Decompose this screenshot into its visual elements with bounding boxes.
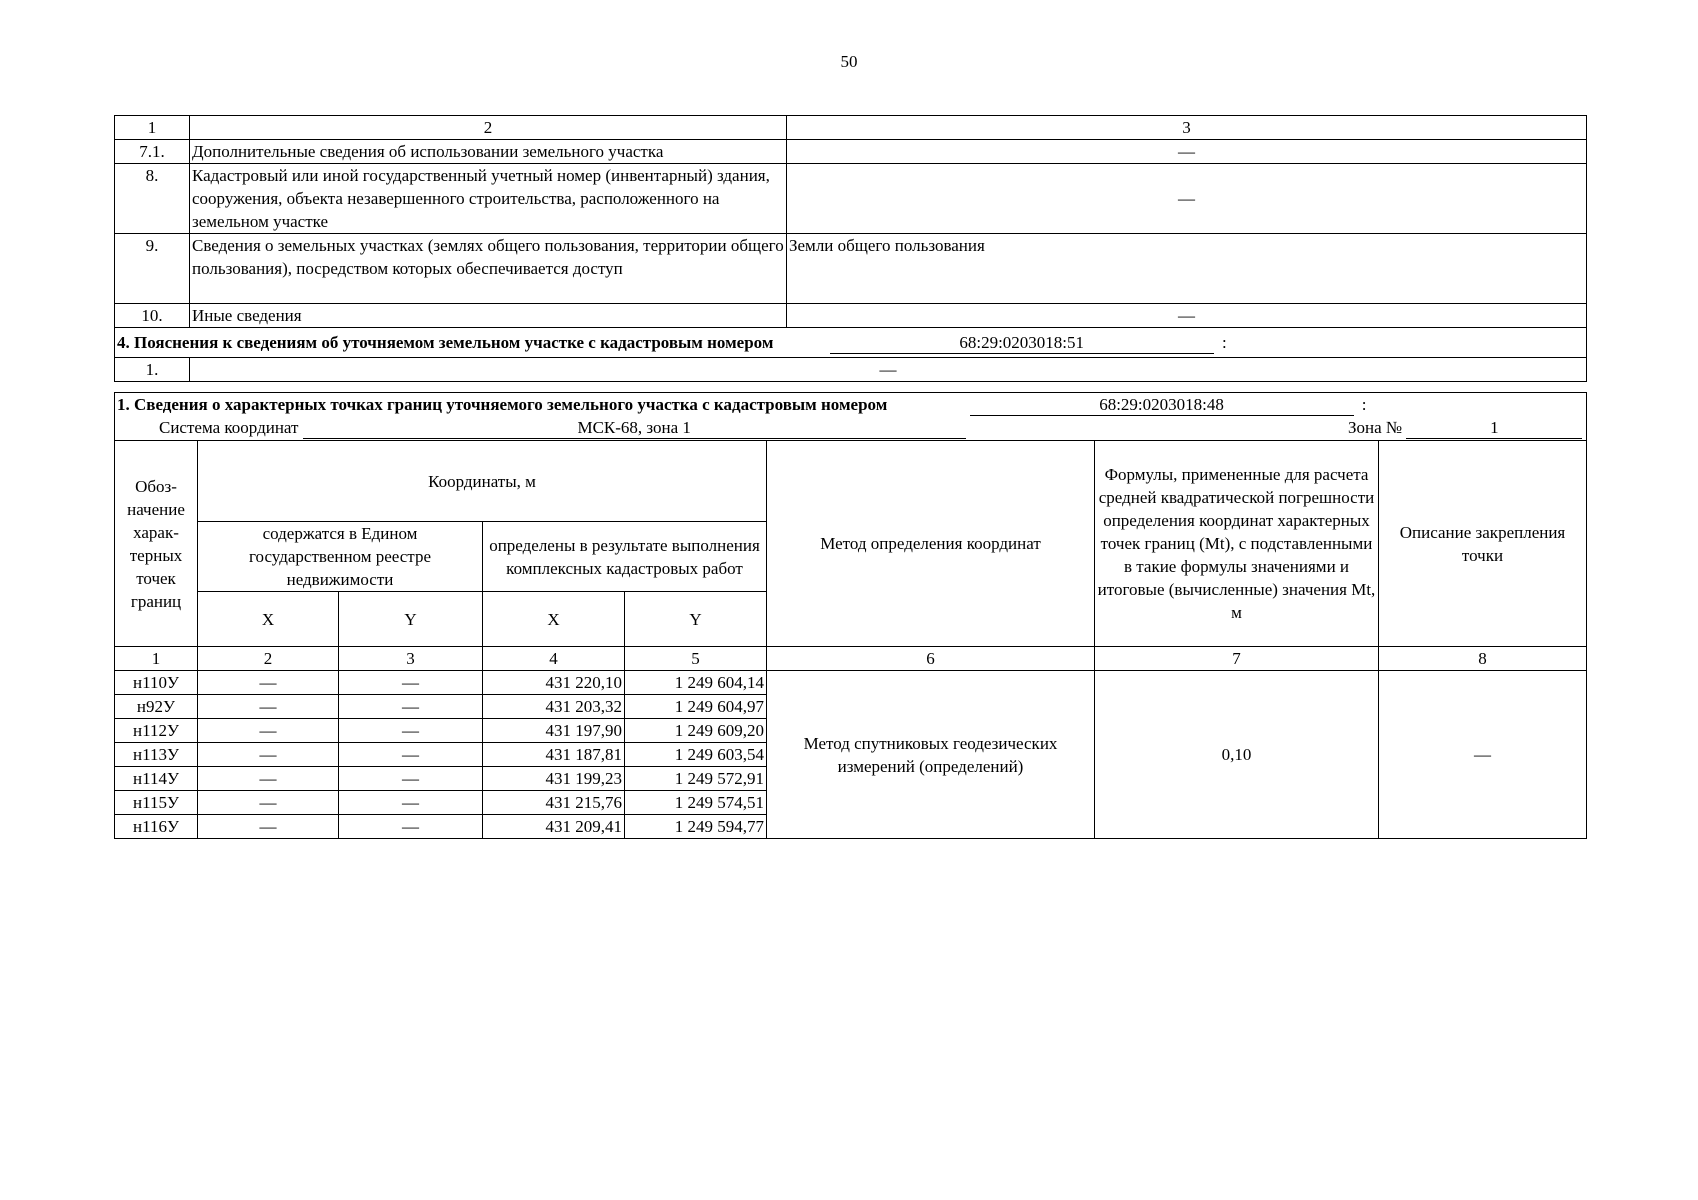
header-method: Метод определения координат [767,441,1095,647]
row-value: — [787,164,1587,234]
row-number: 9. [115,234,190,304]
section1-title-cell [115,393,1587,417]
section1-title-row [115,393,1587,417]
point-name: н92У [115,695,198,719]
section4-title-cell [115,328,1587,358]
x-value: 431 197,90 [483,719,625,743]
row-number: 7.1. [115,140,190,164]
y-value: 1 249 594,77 [625,815,767,839]
y-value: 1 249 604,14 [625,671,767,695]
row-value: — [787,304,1587,328]
section4-cadastral-number: 68:29:0203018:51 [830,332,1214,354]
header-formulas: Формулы, примененные для расчета средней квадратической погрешности определения координат характерных точек границ (Mt), с подставленными в такие формулы значениями и итоговые (вычисленные) значения Mt, м [1095,441,1379,647]
row-value: — [787,140,1587,164]
y-egrn: — [339,671,483,695]
point-name: н113У [115,743,198,767]
y-value: 1 249 609,20 [625,719,767,743]
row-label: Кадастровый или иной государственный учетный номер (инвентарный) здания, сооружения, объекта незавершенного строительства, расположенного на земельном участке [190,164,787,234]
col-number: 8 [1379,647,1587,671]
header-coordinates: Координаты, м [198,441,767,522]
point-name: н114У [115,767,198,791]
page-number: 50 [840,52,858,71]
coord-system-value: МСК-68, зона 1 [303,417,966,439]
col-number: 3 [339,647,483,671]
zone-value: 1 [1406,417,1582,439]
table2-col-numbers-row [115,647,1587,671]
header-cadastral-works: определены в результате выполнения комплексных кадастровых работ [483,522,767,592]
row-number: 8. [115,164,190,234]
row-number: 1. [115,358,190,382]
row-value: Земли общего пользования [787,234,1587,304]
x-egrn: — [198,767,339,791]
section4-row [115,358,1587,382]
table1-row [115,164,1587,234]
zone-label: Зона № [1347,418,1403,437]
land-info-table [114,115,1587,382]
col-number: 5 [625,647,767,671]
header-y: Y [625,592,767,647]
col-number: 2 [198,647,339,671]
point-name: н110У [115,671,198,695]
point-name: н115У [115,791,198,815]
table2-header-row [115,441,1587,522]
row-label: Иные сведения [190,304,787,328]
y-value: 1 249 604,97 [625,695,767,719]
x-value: 431 209,41 [483,815,625,839]
table1-col-header-3: 3 [787,116,1587,140]
mt-value: 0,10 [1095,671,1379,839]
section1-title: 1. Сведения о характерных точках границ уточняемого земельного участка с кадастровым номером [117,395,888,414]
header-description: Описание закрепления точки [1379,441,1587,647]
boundary-points-table [114,392,1587,839]
x-egrn: — [198,671,339,695]
y-egrn: — [339,815,483,839]
point-name: н116У [115,815,198,839]
col-number: 6 [767,647,1095,671]
col-number: 7 [1095,647,1379,671]
header-y-egrn: Y [339,592,483,647]
section1-cadastral-number: 68:29:0203018:48 [970,394,1354,416]
table1-row [115,234,1587,304]
section4-title-row [115,328,1587,358]
y-value: 1 249 574,51 [625,791,767,815]
y-value: 1 249 572,91 [625,767,767,791]
y-egrn: — [339,791,483,815]
point-name: н112У [115,719,198,743]
x-value: 431 187,81 [483,743,625,767]
x-egrn: — [198,815,339,839]
x-egrn: — [198,719,339,743]
row-number: 10. [115,304,190,328]
x-value: 431 203,32 [483,695,625,719]
section4-suffix: : [1221,333,1227,352]
table-row [115,671,1587,695]
header-designation: Обоз- начение харак- терных точек границ [115,441,198,647]
method-value: Метод спутниковых геодезических измерений (определений) [767,671,1095,839]
coord-system-cell [115,416,1587,441]
section4-title: 4. Пояснения к сведениям об уточняемом земельном участке с кадастровым номером [117,333,774,352]
table1-col-header-1: 1 [115,116,190,140]
row-label: Сведения о земельных участках (землях общего пользования, территории общего пользования), посредством которых обеспечивается доступ [190,234,787,304]
y-egrn: — [339,695,483,719]
x-value: 431 220,10 [483,671,625,695]
col-number: 1 [115,647,198,671]
y-value: 1 249 603,54 [625,743,767,767]
header-egrn: содержатся в Едином государственном реестре недвижимости [198,522,483,592]
row-value: — [190,358,1587,382]
x-egrn: — [198,791,339,815]
x-egrn: — [198,743,339,767]
table1-col-header-2: 2 [190,116,787,140]
y-egrn: — [339,719,483,743]
x-value: 431 215,76 [483,791,625,815]
row-label: Дополнительные сведения об использовании земельного участка [190,140,787,164]
coord-system-row [115,416,1587,441]
x-egrn: — [198,695,339,719]
coord-system-label: Система координат [159,418,299,437]
header-x-egrn: X [198,592,339,647]
y-egrn: — [339,767,483,791]
description-value: — [1379,671,1587,839]
table1-row [115,140,1587,164]
table1-header-row [115,116,1587,140]
section1-suffix: : [1361,395,1367,414]
header-x: X [483,592,625,647]
table1-row [115,304,1587,328]
y-egrn: — [339,743,483,767]
col-number: 4 [483,647,625,671]
x-value: 431 199,23 [483,767,625,791]
